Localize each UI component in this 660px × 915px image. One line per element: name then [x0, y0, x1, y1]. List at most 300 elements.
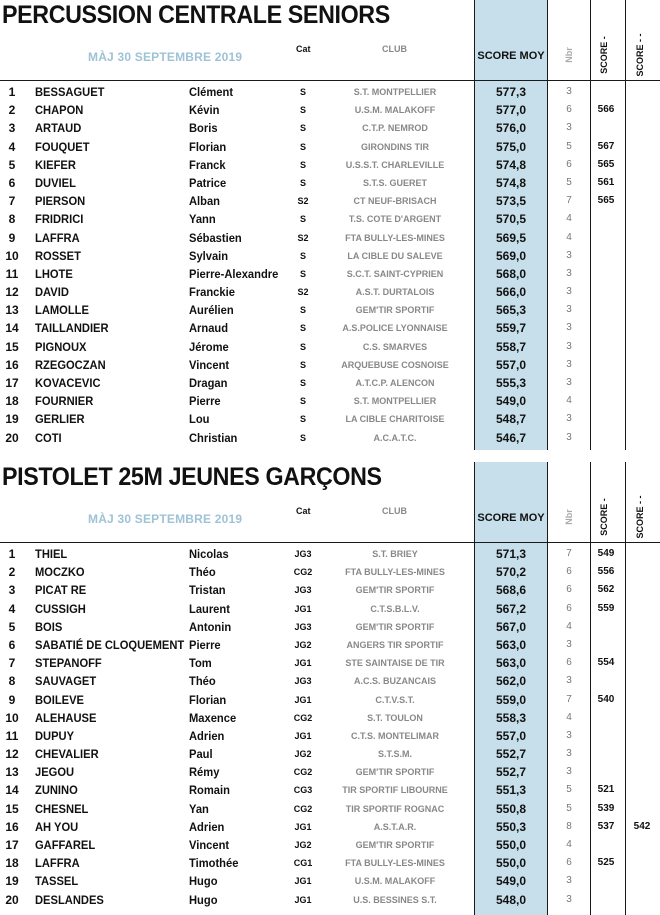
- table-row: [0, 818, 660, 836]
- nbr-cell: 3: [566, 122, 572, 134]
- club-cell: GEM'TIR SPORTIF: [355, 585, 435, 596]
- first-name-cell: Yan: [189, 801, 209, 816]
- score-minus-cell: 559: [597, 602, 615, 614]
- table-row: [0, 301, 660, 319]
- rank-cell: 1: [8, 85, 16, 99]
- rank-cell: 15: [5, 801, 19, 816]
- club-cell: S.T. BRIEY: [372, 549, 418, 559]
- club-cell: S.T.S.M.: [377, 749, 412, 760]
- club-cell: GEM'TIR SPORTIF: [355, 305, 435, 316]
- club-cell: ARQUEBUSE COSNOISE: [341, 359, 449, 370]
- last-name-cell: PIERSON: [35, 194, 86, 209]
- first-name-cell: Franck: [189, 157, 226, 172]
- score-moy-cell: 555,3: [495, 376, 527, 390]
- score-moy-cell: 562,0: [495, 674, 527, 689]
- first-name-cell: Aurélien: [189, 303, 234, 318]
- nbr-cell: 3: [566, 86, 572, 97]
- score-moy-cell: 551,3: [495, 783, 527, 798]
- table-row: [0, 836, 660, 854]
- club-cell: A.S.POLICE LYONNAISE: [342, 323, 448, 334]
- score-moy-cell: 549,0: [495, 394, 527, 409]
- score-moy-cell: 570,5: [495, 212, 527, 227]
- category-cell: JG2: [294, 749, 312, 760]
- nbr-cell: 6: [566, 158, 572, 170]
- last-name-cell: KOVACEVIC: [35, 376, 101, 390]
- nbr-cell: 3: [566, 286, 572, 298]
- nbr-cell: 7: [566, 195, 572, 207]
- rank-cell: 15: [5, 339, 19, 354]
- first-name-cell: Théo: [189, 565, 216, 580]
- nbr-cell: 3: [566, 431, 572, 443]
- nbr-cell: 4: [566, 620, 572, 632]
- score-moy-cell: 548,7: [495, 412, 527, 427]
- category-cell: JG2: [294, 840, 312, 850]
- last-name-cell: DAVID: [35, 285, 69, 300]
- rank-cell: 10: [5, 248, 19, 263]
- score-moy-cell: 573,5: [495, 194, 527, 209]
- score-minus-cell: 565: [597, 158, 615, 170]
- club-cell: C.S. SMARVES: [362, 341, 428, 352]
- table-row: [0, 374, 660, 392]
- table-row: [0, 691, 660, 709]
- update-date: MÀJ 30 SEPTEMBRE 2019: [88, 512, 243, 526]
- club-cell: U.S. BESSINES S.T.: [353, 894, 437, 905]
- nbr-cell: 6: [566, 104, 572, 116]
- club-cell: STE SAINTAISE DE TIR: [345, 658, 445, 669]
- club-cell: U.S.S.T. CHARLEVILLE: [345, 159, 445, 170]
- last-name-cell: ARTAUD: [35, 121, 82, 136]
- nbr-cell: 4: [566, 839, 572, 850]
- category-cell: S: [299, 432, 306, 443]
- category-cell: JG1: [294, 730, 312, 741]
- club-cell: S.T. TOULON: [367, 712, 423, 723]
- score-minus-cell: 566: [597, 104, 615, 116]
- nbr-cell: 3: [566, 413, 572, 425]
- nbr-cell: 3: [566, 875, 572, 887]
- rank-cell: 11: [5, 728, 19, 743]
- rank-cell: 3: [8, 121, 16, 136]
- score-moy-cell: 557,0: [495, 728, 527, 743]
- first-name-cell: Florian: [189, 139, 227, 154]
- nbr-cell: 6: [566, 602, 572, 614]
- score-moy-cell: 548,0: [495, 892, 527, 907]
- first-name-cell: Patrice: [189, 175, 227, 190]
- rank-cell: 5: [8, 619, 16, 634]
- first-name-cell: Paul: [189, 747, 213, 762]
- last-name-cell: BOILEVE: [35, 692, 84, 707]
- category-cell: S2: [297, 287, 309, 298]
- rank-cell: 7: [8, 194, 16, 209]
- score-moy-cell: 565,3: [495, 303, 527, 318]
- first-name-cell: Boris: [189, 121, 218, 136]
- table-row: [0, 210, 660, 228]
- rank-cell: 13: [5, 303, 19, 318]
- score-minus-minus-cell: 542: [633, 820, 651, 832]
- table-row: [0, 429, 660, 447]
- score-moy-cell: 569,5: [495, 230, 527, 245]
- score-moy-cell: 566,0: [495, 285, 527, 300]
- last-name-cell: DUVIEL: [35, 175, 76, 190]
- rank-cell: 20: [5, 892, 19, 907]
- club-cell: FTA BULLY-LES-MINES: [345, 567, 445, 578]
- category-cell: JG3: [294, 549, 312, 559]
- rank-cell: 4: [8, 139, 16, 154]
- club-cell: U.S.M. MALAKOFF: [354, 876, 436, 887]
- score-moy-cell: 549,0: [495, 874, 527, 889]
- club-cell: GEM'TIR SPORTIF: [355, 767, 435, 778]
- rank-cell: 1: [8, 547, 16, 561]
- header-cat: Cat: [296, 506, 311, 516]
- club-cell: C.T.V.S.T.: [375, 694, 415, 705]
- club-cell: TIR SPORTIF ROGNAC: [345, 803, 445, 814]
- score-moy-cell: 546,7: [495, 430, 527, 445]
- last-name-cell: THIEL: [35, 547, 68, 561]
- score-minus-cell: 549: [597, 548, 615, 559]
- club-cell: S.C.T. SAINT-CYPRIEN: [346, 268, 444, 279]
- last-name-cell: CUSSIGH: [35, 601, 86, 616]
- score-moy-cell: 574,8: [495, 175, 527, 190]
- club-cell: LA CIBLE DU SALEVE: [347, 250, 443, 261]
- category-cell: S: [299, 105, 306, 116]
- score-moy-cell: 577,3: [495, 85, 527, 99]
- category-cell: S: [299, 378, 306, 388]
- club-cell: A.T.C.P. ALENCON: [355, 378, 435, 388]
- score-moy-cell: 570,2: [495, 565, 527, 580]
- nbr-cell: 6: [566, 584, 572, 596]
- category-cell: JG1: [294, 694, 312, 705]
- first-name-cell: Tristan: [189, 583, 226, 598]
- table-row: [0, 356, 660, 374]
- club-cell: GEM'TIR SPORTIF: [355, 840, 435, 850]
- ranking-section-pistolet: [0, 462, 660, 915]
- rank-cell: 6: [8, 175, 16, 190]
- last-name-cell: JEGOU: [35, 765, 75, 780]
- rank-cell: 18: [5, 856, 19, 871]
- last-name-cell: BOIS: [35, 619, 63, 634]
- table-row: [0, 636, 660, 654]
- last-name-cell: SABATIÉ DE CLOQUEMENT: [35, 637, 185, 652]
- rank-cell: 16: [5, 819, 19, 834]
- first-name-cell: Adrien: [189, 819, 225, 834]
- table-row: [0, 727, 660, 745]
- last-name-cell: CHESNEL: [35, 801, 89, 816]
- last-name-cell: RZEGOCZAN: [35, 357, 106, 372]
- header-score-minus: SCORE -: [599, 498, 609, 536]
- score-moy-cell: 550,3: [495, 819, 527, 834]
- category-cell: S: [299, 123, 306, 134]
- category-cell: S: [299, 214, 306, 225]
- table-row: [0, 265, 660, 283]
- first-name-cell: Nicolas: [189, 547, 229, 561]
- score-moy-cell: 559,7: [495, 321, 527, 336]
- club-cell: A.C.A.T.C.: [373, 432, 417, 443]
- header-score-minus-minus: SCORE - -: [635, 33, 645, 77]
- score-minus-cell: 562: [597, 584, 615, 596]
- category-cell: CG2: [293, 712, 313, 723]
- nbr-cell: 3: [566, 638, 572, 650]
- nbr-cell: 6: [566, 657, 572, 669]
- nbr-cell: 4: [566, 213, 572, 225]
- table-row: [0, 138, 660, 156]
- header-nbr: Nbr: [564, 47, 574, 63]
- category-cell: JG2: [294, 639, 312, 650]
- header-club: CLUB: [382, 506, 407, 516]
- first-name-cell: Jérome: [189, 339, 229, 354]
- category-cell: CG3: [293, 785, 313, 796]
- header-divider: [0, 542, 660, 543]
- last-name-cell: PICAT RE: [35, 583, 87, 598]
- score-moy-cell: 550,8: [495, 801, 527, 816]
- first-name-cell: Franckie: [189, 285, 235, 300]
- table-row: [0, 891, 660, 909]
- table-row: [0, 283, 660, 301]
- ranking-rows: [0, 83, 660, 447]
- club-cell: FTA BULLY-LES-MINES: [345, 232, 445, 243]
- table-row: [0, 156, 660, 174]
- score-moy-cell: 571,3: [495, 547, 527, 561]
- rank-cell: 12: [5, 285, 19, 300]
- category-cell: S: [299, 87, 306, 97]
- category-cell: S: [299, 414, 306, 425]
- nbr-cell: 3: [566, 304, 572, 316]
- club-cell: TIR SPORTIF LIBOURNE: [342, 785, 448, 796]
- first-name-cell: Hugo: [189, 874, 218, 889]
- rank-cell: 8: [8, 212, 16, 227]
- first-name-cell: Pierre: [189, 394, 221, 409]
- rank-cell: 16: [5, 357, 19, 372]
- last-name-cell: BESSAGUET: [35, 85, 105, 99]
- ranking-section-percussion: [0, 0, 660, 450]
- category-cell: CG2: [293, 767, 313, 778]
- ranking-rows: [0, 545, 660, 909]
- club-cell: C.T.S.B.L.V.: [370, 603, 420, 614]
- first-name-cell: Clément: [189, 85, 234, 99]
- nbr-cell: 3: [566, 358, 572, 370]
- table-row: [0, 392, 660, 410]
- nbr-cell: 4: [566, 395, 572, 407]
- rank-cell: 12: [5, 747, 19, 762]
- nbr-cell: 3: [566, 748, 572, 760]
- rank-cell: 4: [8, 601, 16, 616]
- club-cell: A.S.T. DURTALOIS: [355, 287, 435, 298]
- header-cat: Cat: [296, 44, 311, 54]
- category-cell: S2: [297, 232, 309, 243]
- last-name-cell: CHEVALIER: [35, 747, 99, 762]
- nbr-cell: 3: [566, 249, 572, 261]
- score-moy-cell: 577,0: [495, 103, 527, 118]
- rank-cell: 2: [8, 565, 16, 580]
- header-score-minus: SCORE -: [599, 36, 609, 74]
- club-cell: C.T.S. MONTELIMAR: [351, 730, 439, 741]
- category-cell: JG1: [294, 876, 312, 887]
- score-moy-cell: 558,7: [495, 339, 527, 354]
- club-cell: LA CIBLE CHARITOISE: [345, 414, 445, 425]
- category-cell: JG3: [294, 621, 312, 632]
- score-minus-cell: 565: [597, 195, 615, 207]
- score-moy-cell: 559,0: [495, 692, 527, 707]
- last-name-cell: TAILLANDIER: [35, 321, 109, 336]
- rank-cell: 9: [8, 230, 16, 245]
- rank-cell: 3: [8, 583, 16, 598]
- score-minus-cell: 540: [597, 693, 615, 705]
- category-cell: JG1: [294, 821, 312, 832]
- category-cell: JG1: [294, 658, 312, 669]
- update-date: MÀJ 30 SEPTEMBRE 2019: [88, 50, 243, 64]
- nbr-cell: 3: [566, 893, 572, 905]
- last-name-cell: TASSEL: [35, 874, 79, 889]
- table-row: [0, 600, 660, 618]
- first-name-cell: Pierre: [189, 637, 221, 652]
- first-name-cell: Vincent: [189, 838, 230, 852]
- first-name-cell: Alban: [189, 194, 221, 209]
- score-moy-cell: 575,0: [495, 139, 527, 154]
- first-name-cell: Dragan: [189, 376, 228, 390]
- first-name-cell: Tom: [189, 656, 212, 671]
- category-cell: JG1: [294, 603, 312, 614]
- table-row: [0, 229, 660, 247]
- last-name-cell: COTI: [35, 430, 62, 445]
- score-moy-cell: 568,0: [495, 266, 527, 281]
- last-name-cell: MOCZKO: [35, 565, 85, 580]
- table-row: [0, 410, 660, 428]
- rank-cell: 14: [5, 783, 19, 798]
- first-name-cell: Kévin: [189, 103, 220, 118]
- last-name-cell: DUPUY: [35, 728, 75, 743]
- club-cell: U.S.M. MALAKOFF: [354, 105, 436, 116]
- nbr-cell: 6: [566, 857, 572, 869]
- first-name-cell: Rémy: [189, 765, 220, 780]
- table-row: [0, 800, 660, 818]
- first-name-cell: Antonin: [189, 619, 232, 634]
- last-name-cell: DESLANDES: [35, 892, 104, 907]
- table-row: [0, 763, 660, 781]
- table-row: [0, 709, 660, 727]
- nbr-cell: 3: [566, 377, 572, 388]
- category-cell: S: [299, 177, 306, 188]
- category-cell: S: [299, 250, 306, 261]
- last-name-cell: LAFFRA: [35, 230, 80, 245]
- score-moy-cell: 552,7: [495, 747, 527, 762]
- last-name-cell: KIEFER: [35, 157, 76, 172]
- score-moy-cell: 568,6: [495, 583, 527, 598]
- table-row: [0, 338, 660, 356]
- club-cell: A.S.T.A.R.: [373, 821, 417, 832]
- score-minus-cell: 539: [597, 802, 615, 814]
- rank-cell: 13: [5, 765, 19, 780]
- header-nbr: Nbr: [564, 509, 574, 525]
- score-moy-cell: 563,0: [495, 637, 527, 652]
- club-cell: S.T.S. GUERET: [362, 177, 427, 188]
- rank-cell: 11: [5, 266, 19, 281]
- nbr-cell: 7: [566, 548, 572, 559]
- score-minus-cell: 567: [597, 140, 615, 152]
- club-cell: A.C.S. BUZANCAIS: [353, 676, 436, 687]
- first-name-cell: Sylvain: [189, 248, 229, 263]
- last-name-cell: FOUQUET: [35, 139, 90, 154]
- rank-cell: 6: [8, 637, 16, 652]
- last-name-cell: FOURNIER: [35, 394, 94, 409]
- category-cell: CG1: [293, 858, 313, 869]
- table-row: [0, 319, 660, 337]
- first-name-cell: Arnaud: [189, 321, 229, 336]
- table-row: [0, 672, 660, 690]
- score-moy-cell: 550,0: [495, 838, 527, 852]
- score-minus-cell: 521: [597, 784, 615, 796]
- table-row: [0, 119, 660, 137]
- nbr-cell: 6: [566, 566, 572, 578]
- category-cell: S: [299, 141, 306, 152]
- category-cell: CG2: [293, 567, 313, 578]
- score-moy-cell: 563,0: [495, 656, 527, 671]
- nbr-cell: 3: [566, 267, 572, 279]
- first-name-cell: Hugo: [189, 892, 218, 907]
- rank-cell: 17: [5, 838, 19, 852]
- last-name-cell: LAFFRA: [35, 856, 80, 871]
- header-score-moy: SCORE MOY: [477, 512, 545, 524]
- last-name-cell: LHOTE: [35, 266, 73, 281]
- rank-cell: 5: [8, 157, 16, 172]
- category-cell: JG3: [294, 585, 312, 596]
- table-row: [0, 83, 660, 101]
- section-title: PISTOLET 25M JEUNES GARÇONS: [2, 463, 382, 491]
- table-row: [0, 745, 660, 763]
- category-cell: S: [299, 159, 306, 170]
- category-cell: S2: [297, 196, 309, 207]
- club-cell: GIRONDINS TIR: [360, 141, 429, 152]
- table-row: [0, 781, 660, 799]
- club-cell: GEM'TIR SPORTIF: [355, 621, 435, 632]
- table-row: [0, 654, 660, 672]
- last-name-cell: SAUVAGET: [35, 674, 97, 689]
- club-cell: S.T. MONTPELLIER: [353, 396, 437, 407]
- score-minus-cell: 554: [597, 657, 615, 669]
- first-name-cell: Vincent: [189, 357, 230, 372]
- nbr-cell: 5: [566, 802, 572, 814]
- score-moy-cell: 576,0: [495, 121, 527, 136]
- nbr-cell: 5: [566, 140, 572, 152]
- first-name-cell: Maxence: [189, 710, 237, 725]
- rank-cell: 19: [5, 874, 19, 889]
- nbr-cell: 3: [566, 675, 572, 687]
- score-moy-cell: 574,8: [495, 157, 527, 172]
- last-name-cell: LAMOLLE: [35, 303, 89, 318]
- score-moy-cell: 550,0: [495, 856, 527, 871]
- section-title: PERCUSSION CENTRALE SENIORS: [2, 1, 390, 29]
- last-name-cell: GAFFAREL: [35, 838, 96, 852]
- score-minus-cell: 556: [597, 566, 615, 578]
- score-moy-cell: 567,0: [495, 619, 527, 634]
- score-minus-cell: 537: [597, 820, 615, 832]
- category-cell: CG2: [293, 803, 313, 814]
- first-name-cell: Yann: [189, 212, 216, 227]
- rank-cell: 17: [5, 376, 19, 390]
- category-cell: S: [299, 359, 306, 370]
- score-moy-cell: 558,3: [495, 710, 527, 725]
- category-cell: JG1: [294, 894, 312, 905]
- last-name-cell: PIGNOUX: [35, 339, 87, 354]
- nbr-cell: 7: [566, 693, 572, 705]
- first-name-cell: Romain: [189, 783, 230, 798]
- club-cell: C.T.P. NEMROD: [362, 123, 428, 134]
- table-row: [0, 101, 660, 119]
- club-cell: CT NEUF-BRISACH: [353, 196, 437, 207]
- last-name-cell: STEPANOFF: [35, 656, 102, 671]
- score-moy-cell: 567,2: [495, 601, 527, 616]
- first-name-cell: Laurent: [189, 601, 230, 616]
- last-name-cell: ZUNINO: [35, 783, 78, 798]
- club-cell: FTA BULLY-LES-MINES: [345, 858, 445, 869]
- nbr-cell: 3: [566, 766, 572, 778]
